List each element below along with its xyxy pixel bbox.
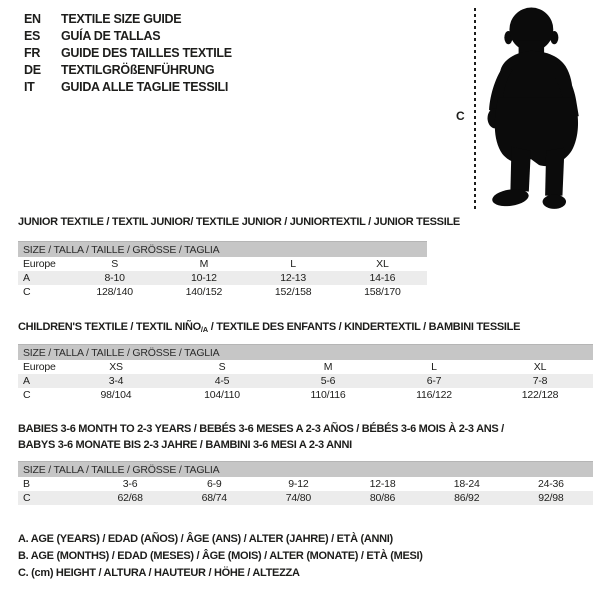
table-row	[18, 271, 427, 285]
babies-title-line1: BABIES 3-6 MONTH TO 2-3 YEARS / BEBÉS 3-6 MESES A 2-3 AÑOS / BÉBÉS 3-6 MOIS À 2-3 ANS /	[18, 423, 504, 435]
row-label: Europe	[23, 258, 56, 270]
measurement-legend	[18, 531, 423, 582]
children-section-title	[18, 321, 520, 334]
row-label: C	[23, 492, 31, 504]
table-cell: M	[323, 361, 333, 373]
language-code: IT	[24, 80, 35, 94]
junior-size-table	[18, 241, 427, 299]
table-cell: 140/152	[185, 286, 223, 298]
language-label: GUIDE DES TAILLES TEXTILE	[61, 46, 232, 60]
table-cell: 122/128	[521, 389, 559, 401]
table-cell: 74/80	[285, 492, 312, 504]
children-size-table	[18, 344, 593, 402]
babies-section-title	[18, 421, 504, 453]
table-row	[18, 285, 427, 299]
table-cell: 14-16	[369, 272, 396, 284]
table-cell: XS	[109, 361, 123, 373]
row-label: A	[23, 272, 30, 284]
language-label: TEXTILGRÖßENFÜHRUNG	[61, 63, 215, 77]
table-row	[18, 491, 593, 505]
language-list	[24, 11, 232, 96]
table-cell: 116/122	[416, 389, 452, 401]
table-cell: 12-13	[280, 272, 307, 284]
table-cell: 128/140	[96, 286, 133, 298]
legend-line-c: C. (cm) HEIGHT / ALTURA / HAUTEUR / HÖHE / ALTEZZA	[18, 567, 300, 579]
table-cell: 24-36	[537, 478, 564, 490]
language-label: GUÍA DE TALLAS	[61, 29, 161, 43]
table-cell: 3-6	[122, 478, 138, 490]
table-cell: 5-6	[320, 375, 336, 387]
baby-silhouette-icon	[483, 6, 595, 214]
table-cell: 98/104	[100, 389, 132, 401]
table-cell: L	[290, 258, 296, 270]
junior-size-header: SIZE / TALLA / TAILLE / GRÖSSE / TAGLIA	[18, 241, 427, 257]
table-cell: L	[431, 361, 437, 373]
table-cell: S	[218, 361, 226, 373]
table-cell: 6-9	[206, 478, 222, 490]
babies-size-header: SIZE / TALLA / TAILLE / GRÖSSE / TAGLIA	[18, 461, 593, 477]
legend-line-b: B. AGE (MONTHS) / EDAD (MESES) / ÂGE (MOIS) / ALTER (MONATE) / ETÀ (MESI)	[18, 550, 423, 562]
table-cell: XL	[376, 258, 389, 270]
height-measure-dotted-line	[474, 8, 476, 210]
table-cell: 10-12	[190, 272, 217, 284]
table-row	[18, 257, 427, 271]
table-cell: 62/68	[117, 492, 143, 504]
language-code: ES	[24, 29, 41, 43]
row-label: A	[23, 375, 30, 387]
table-cell: M	[199, 258, 209, 270]
babies-size-table	[18, 461, 593, 505]
table-row	[18, 477, 593, 491]
table-cell: 104/110	[204, 389, 240, 401]
children-size-header: SIZE / TALLA / TAILLE / GRÖSSE / TAGLIA	[18, 344, 593, 360]
row-label: B	[23, 478, 30, 490]
language-row-en	[24, 11, 232, 28]
height-measure-figure	[452, 4, 598, 216]
table-cell: 7-8	[532, 375, 548, 387]
table-cell: 110/116	[310, 389, 346, 401]
language-label: TEXTILE SIZE GUIDE	[61, 12, 182, 26]
table-cell: 152/158	[274, 286, 312, 298]
table-cell: 9-12	[288, 478, 309, 490]
legend-line-a: A. AGE (YEARS) / EDAD (AÑOS) / ÂGE (ANS) / ALTER (JAHRE) / ETÀ (ANNI)	[18, 533, 393, 545]
language-row-es	[24, 28, 232, 45]
table-cell: 3-4	[108, 375, 124, 387]
babies-title-line2: BABYS 3-6 MONATE BIS 2-3 JAHRE / BAMBINI 3-6 MESI A 2-3 ANNI	[18, 439, 352, 451]
babies-table	[18, 477, 593, 505]
table-cell: 4-5	[214, 375, 230, 387]
language-code: DE	[24, 63, 41, 77]
row-label: Europe	[23, 361, 56, 373]
table-cell: 86/92	[454, 492, 480, 504]
table-cell: 12-18	[369, 478, 396, 490]
table-cell: 68/74	[201, 492, 227, 504]
children-table	[18, 360, 593, 402]
language-row-de	[24, 62, 232, 79]
children-title-pre: CHILDREN'S TEXTILE / TEXTIL NIÑO	[18, 321, 201, 333]
children-title-post: / TEXTILE DES ENFANTS / KINDERTEXTIL / BAMBINI TESSILE	[208, 321, 521, 333]
table-cell: 92/98	[538, 492, 564, 504]
junior-table	[18, 257, 427, 299]
table-row	[18, 360, 593, 374]
table-cell: S	[111, 258, 119, 270]
table-row	[18, 388, 593, 402]
height-measure-label: C	[456, 109, 465, 123]
table-cell: 18-24	[453, 478, 480, 490]
language-code: FR	[24, 46, 41, 60]
table-row	[18, 374, 593, 388]
table-cell: 158/170	[364, 286, 401, 298]
language-row-it	[24, 79, 232, 96]
table-cell: 8-10	[104, 272, 125, 284]
table-cell: 80/86	[369, 492, 396, 504]
table-cell: 6-7	[426, 375, 442, 387]
language-label: GUIDA ALLE TAGLIE TESSILI	[61, 80, 229, 94]
junior-section-title: JUNIOR TEXTILE / TEXTIL JUNIOR/ TEXTILE JUNIOR / JUNIORTEXTIL / JUNIOR TESSILE	[18, 216, 460, 228]
language-row-fr	[24, 45, 232, 62]
table-cell: XL	[533, 361, 547, 373]
language-code: EN	[24, 12, 41, 26]
row-label: C	[23, 389, 31, 401]
children-title-sub: /A	[200, 325, 208, 334]
row-label: C	[23, 286, 31, 298]
